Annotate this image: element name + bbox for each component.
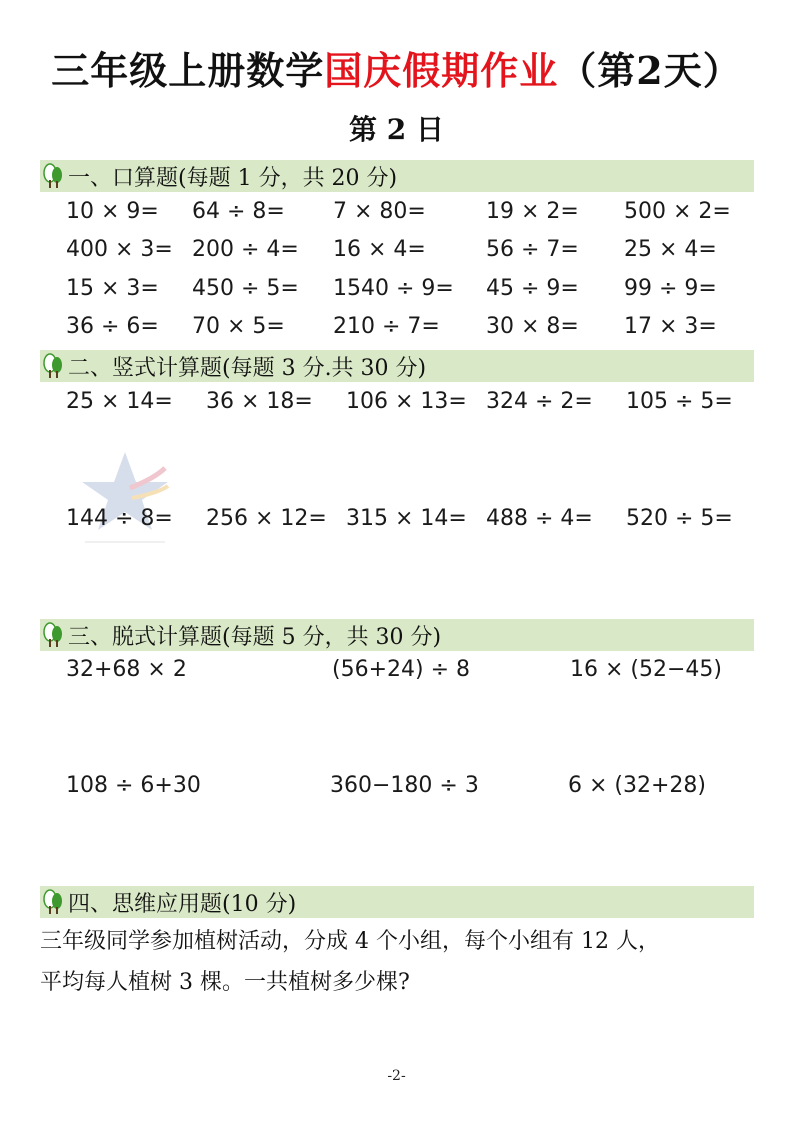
problem: 10 × 9= bbox=[66, 199, 159, 224]
title-red-part: 国庆假期作业 bbox=[324, 48, 559, 93]
problem: 25 × 14= bbox=[66, 389, 173, 414]
section-4-bar bbox=[40, 886, 754, 918]
problem: 32+68 × 2 bbox=[66, 657, 187, 682]
problem: 17 × 3= bbox=[624, 314, 717, 339]
title-black-part: 三年级上册数学 bbox=[51, 48, 325, 93]
problem: 500 × 2= bbox=[624, 199, 731, 224]
title-tail-part: （第2天） bbox=[558, 48, 742, 93]
problem: 108 ÷ 6+30 bbox=[66, 773, 201, 798]
tree-icon bbox=[42, 353, 64, 379]
section-3-heading: 三、脱式计算题(每题 5 分，共 30 分) bbox=[68, 624, 442, 650]
problem: 99 ÷ 9= bbox=[624, 276, 717, 301]
problem: 200 ÷ 4= bbox=[192, 237, 299, 262]
word-problem-line-2: 平均每人植树 3 棵。一共植树多少棵? bbox=[40, 970, 410, 995]
problem: 16 × 4= bbox=[333, 237, 426, 262]
section-2-heading: 二、竖式计算题(每题 3 分.共 30 分) bbox=[68, 355, 427, 381]
problem: 144 ÷ 8= bbox=[66, 506, 173, 531]
section-1-bar bbox=[40, 160, 754, 192]
problem: 45 ÷ 9= bbox=[486, 276, 579, 301]
section-2-bar bbox=[40, 350, 754, 382]
mental-math-row-3 bbox=[0, 276, 793, 310]
problem: 450 ÷ 5= bbox=[192, 276, 299, 301]
day-subtitle: 第 2 日 bbox=[349, 113, 444, 146]
section-3-bar bbox=[40, 619, 754, 651]
problem: 36 ÷ 6= bbox=[66, 314, 159, 339]
problem: 1540 ÷ 9= bbox=[333, 276, 454, 301]
problem: 25 × 4= bbox=[624, 237, 717, 262]
mental-math-row-1 bbox=[0, 199, 793, 233]
mixed-calc-row-1 bbox=[0, 657, 793, 691]
problem: 7 × 80= bbox=[333, 199, 426, 224]
problem: 488 ÷ 4= bbox=[486, 506, 593, 531]
problem: 56 ÷ 7= bbox=[486, 237, 579, 262]
problem: 19 × 2= bbox=[486, 199, 579, 224]
mental-math-row-4 bbox=[0, 314, 793, 348]
problem: 30 × 8= bbox=[486, 314, 579, 339]
problem: 105 ÷ 5= bbox=[626, 389, 733, 414]
problem: 106 × 13= bbox=[346, 389, 467, 414]
problem: 70 × 5= bbox=[192, 314, 285, 339]
problem: 6 × (32+28) bbox=[568, 773, 707, 798]
page-number: -2- bbox=[387, 1068, 406, 1084]
problem: 16 × (52−45) bbox=[570, 657, 723, 682]
problem: 36 × 18= bbox=[206, 389, 313, 414]
problem: 360−180 ÷ 3 bbox=[330, 773, 479, 798]
word-problem-line-1: 三年级同学参加植树活动，分成 4 个小组，每个小组有 12 人， bbox=[40, 929, 660, 954]
problem: 324 ÷ 2= bbox=[486, 389, 593, 414]
problem: 256 × 12= bbox=[206, 506, 327, 531]
problem: 315 × 14= bbox=[346, 506, 467, 531]
problem: 400 × 3= bbox=[66, 237, 173, 262]
problem: (56+24) ÷ 8 bbox=[332, 657, 471, 682]
page-title bbox=[0, 40, 793, 95]
problem: 210 ÷ 7= bbox=[333, 314, 440, 339]
vertical-calc-row-1 bbox=[0, 389, 793, 423]
mental-math-row-2 bbox=[0, 237, 793, 271]
problem: 64 ÷ 8= bbox=[192, 199, 285, 224]
problem: 520 ÷ 5= bbox=[626, 506, 733, 531]
section-1-heading: 一、口算题(每题 1 分，共 20 分) bbox=[68, 165, 398, 191]
section-4-heading: 四、思维应用题(10 分) bbox=[68, 891, 297, 917]
tree-icon bbox=[42, 889, 64, 915]
tree-icon bbox=[42, 163, 64, 189]
word-problem bbox=[40, 921, 760, 1003]
vertical-calc-row-2 bbox=[0, 506, 793, 540]
problem: 15 × 3= bbox=[66, 276, 159, 301]
mixed-calc-row-2 bbox=[0, 773, 793, 807]
tree-icon bbox=[42, 622, 64, 648]
